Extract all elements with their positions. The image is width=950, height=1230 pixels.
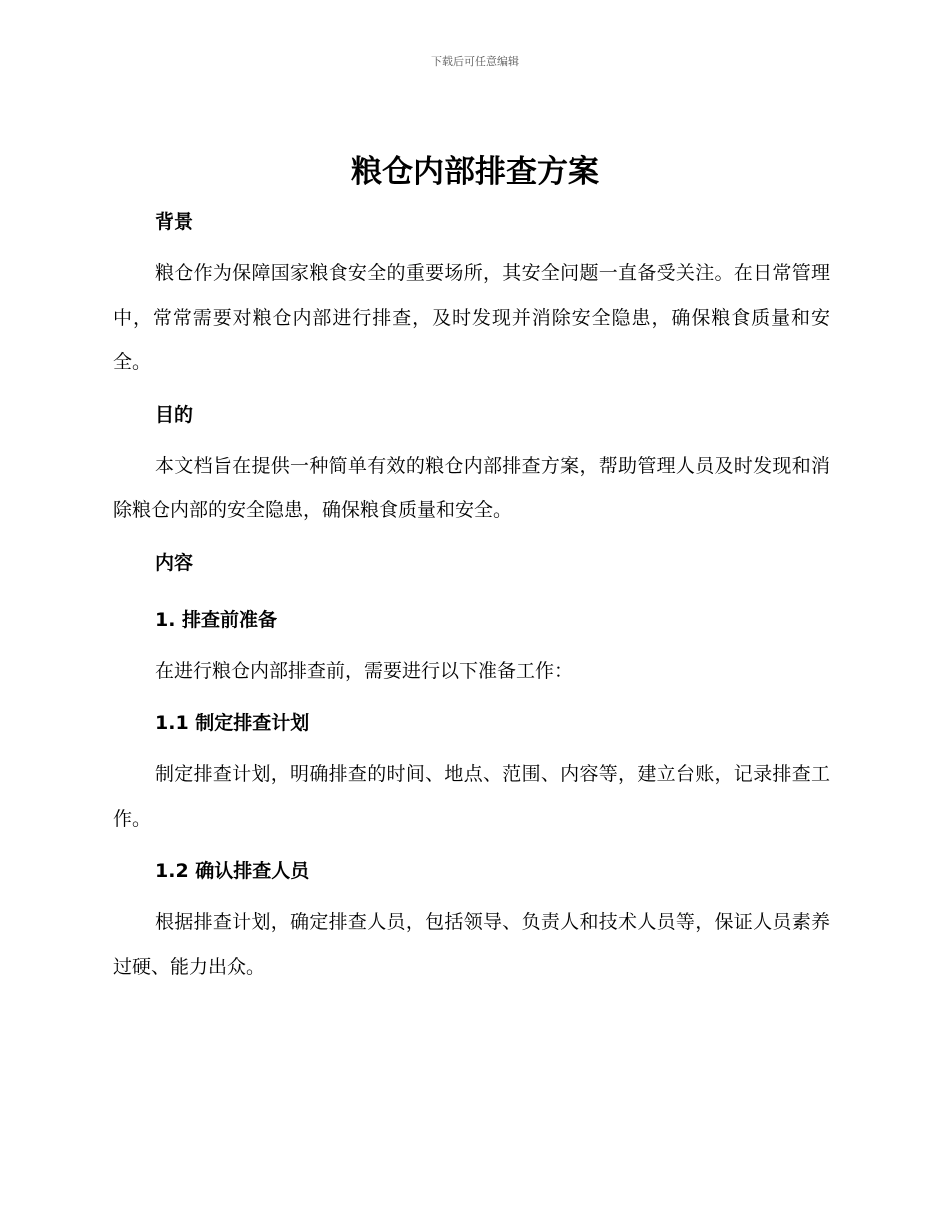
subsection-heading-prep: 1. 排查前准备 xyxy=(155,608,278,631)
header-note: 下载后可任意编辑 xyxy=(431,55,519,68)
subsection-heading-plan: 1.1 制定排查计划 xyxy=(155,712,310,734)
section-heading-background: 背景 xyxy=(155,211,194,233)
paragraph-staff: 根据排查计划，确定排查人员，包括领导、负责人和技术人员等，保证人员素养过硬、能力出众。 xyxy=(113,911,830,978)
subsection-heading-staff: 1.2 确认排查人员 xyxy=(155,860,310,882)
paragraph-background: 粮仓作为保障国家粮食安全的重要场所，其安全问题一直备受关注。在日常管理中，常常需要对粮仓内部进行排查，及时发现并消除安全隐患，确保粮食质量和安全。 xyxy=(113,262,830,373)
paragraph-purpose: 本文档旨在提供一种简单有效的粮仓内部排查方案，帮助管理人员及时发现和消除粮仓内部的安全隐患，确保粮食质量和安全。 xyxy=(113,454,830,521)
paragraph-prep: 在进行粮仓内部排查前，需要进行以下准备工作： xyxy=(155,659,574,682)
section-heading-content: 内容 xyxy=(155,551,194,574)
paragraph-plan: 制定排查计划，明确排查的时间、地点、范围、内容等，建立台账，记录排查工作。 xyxy=(113,763,830,830)
document-title: 粮仓内部排查方案 xyxy=(351,154,599,190)
document-body xyxy=(113,206,830,989)
section-heading-purpose: 目的 xyxy=(155,403,194,426)
